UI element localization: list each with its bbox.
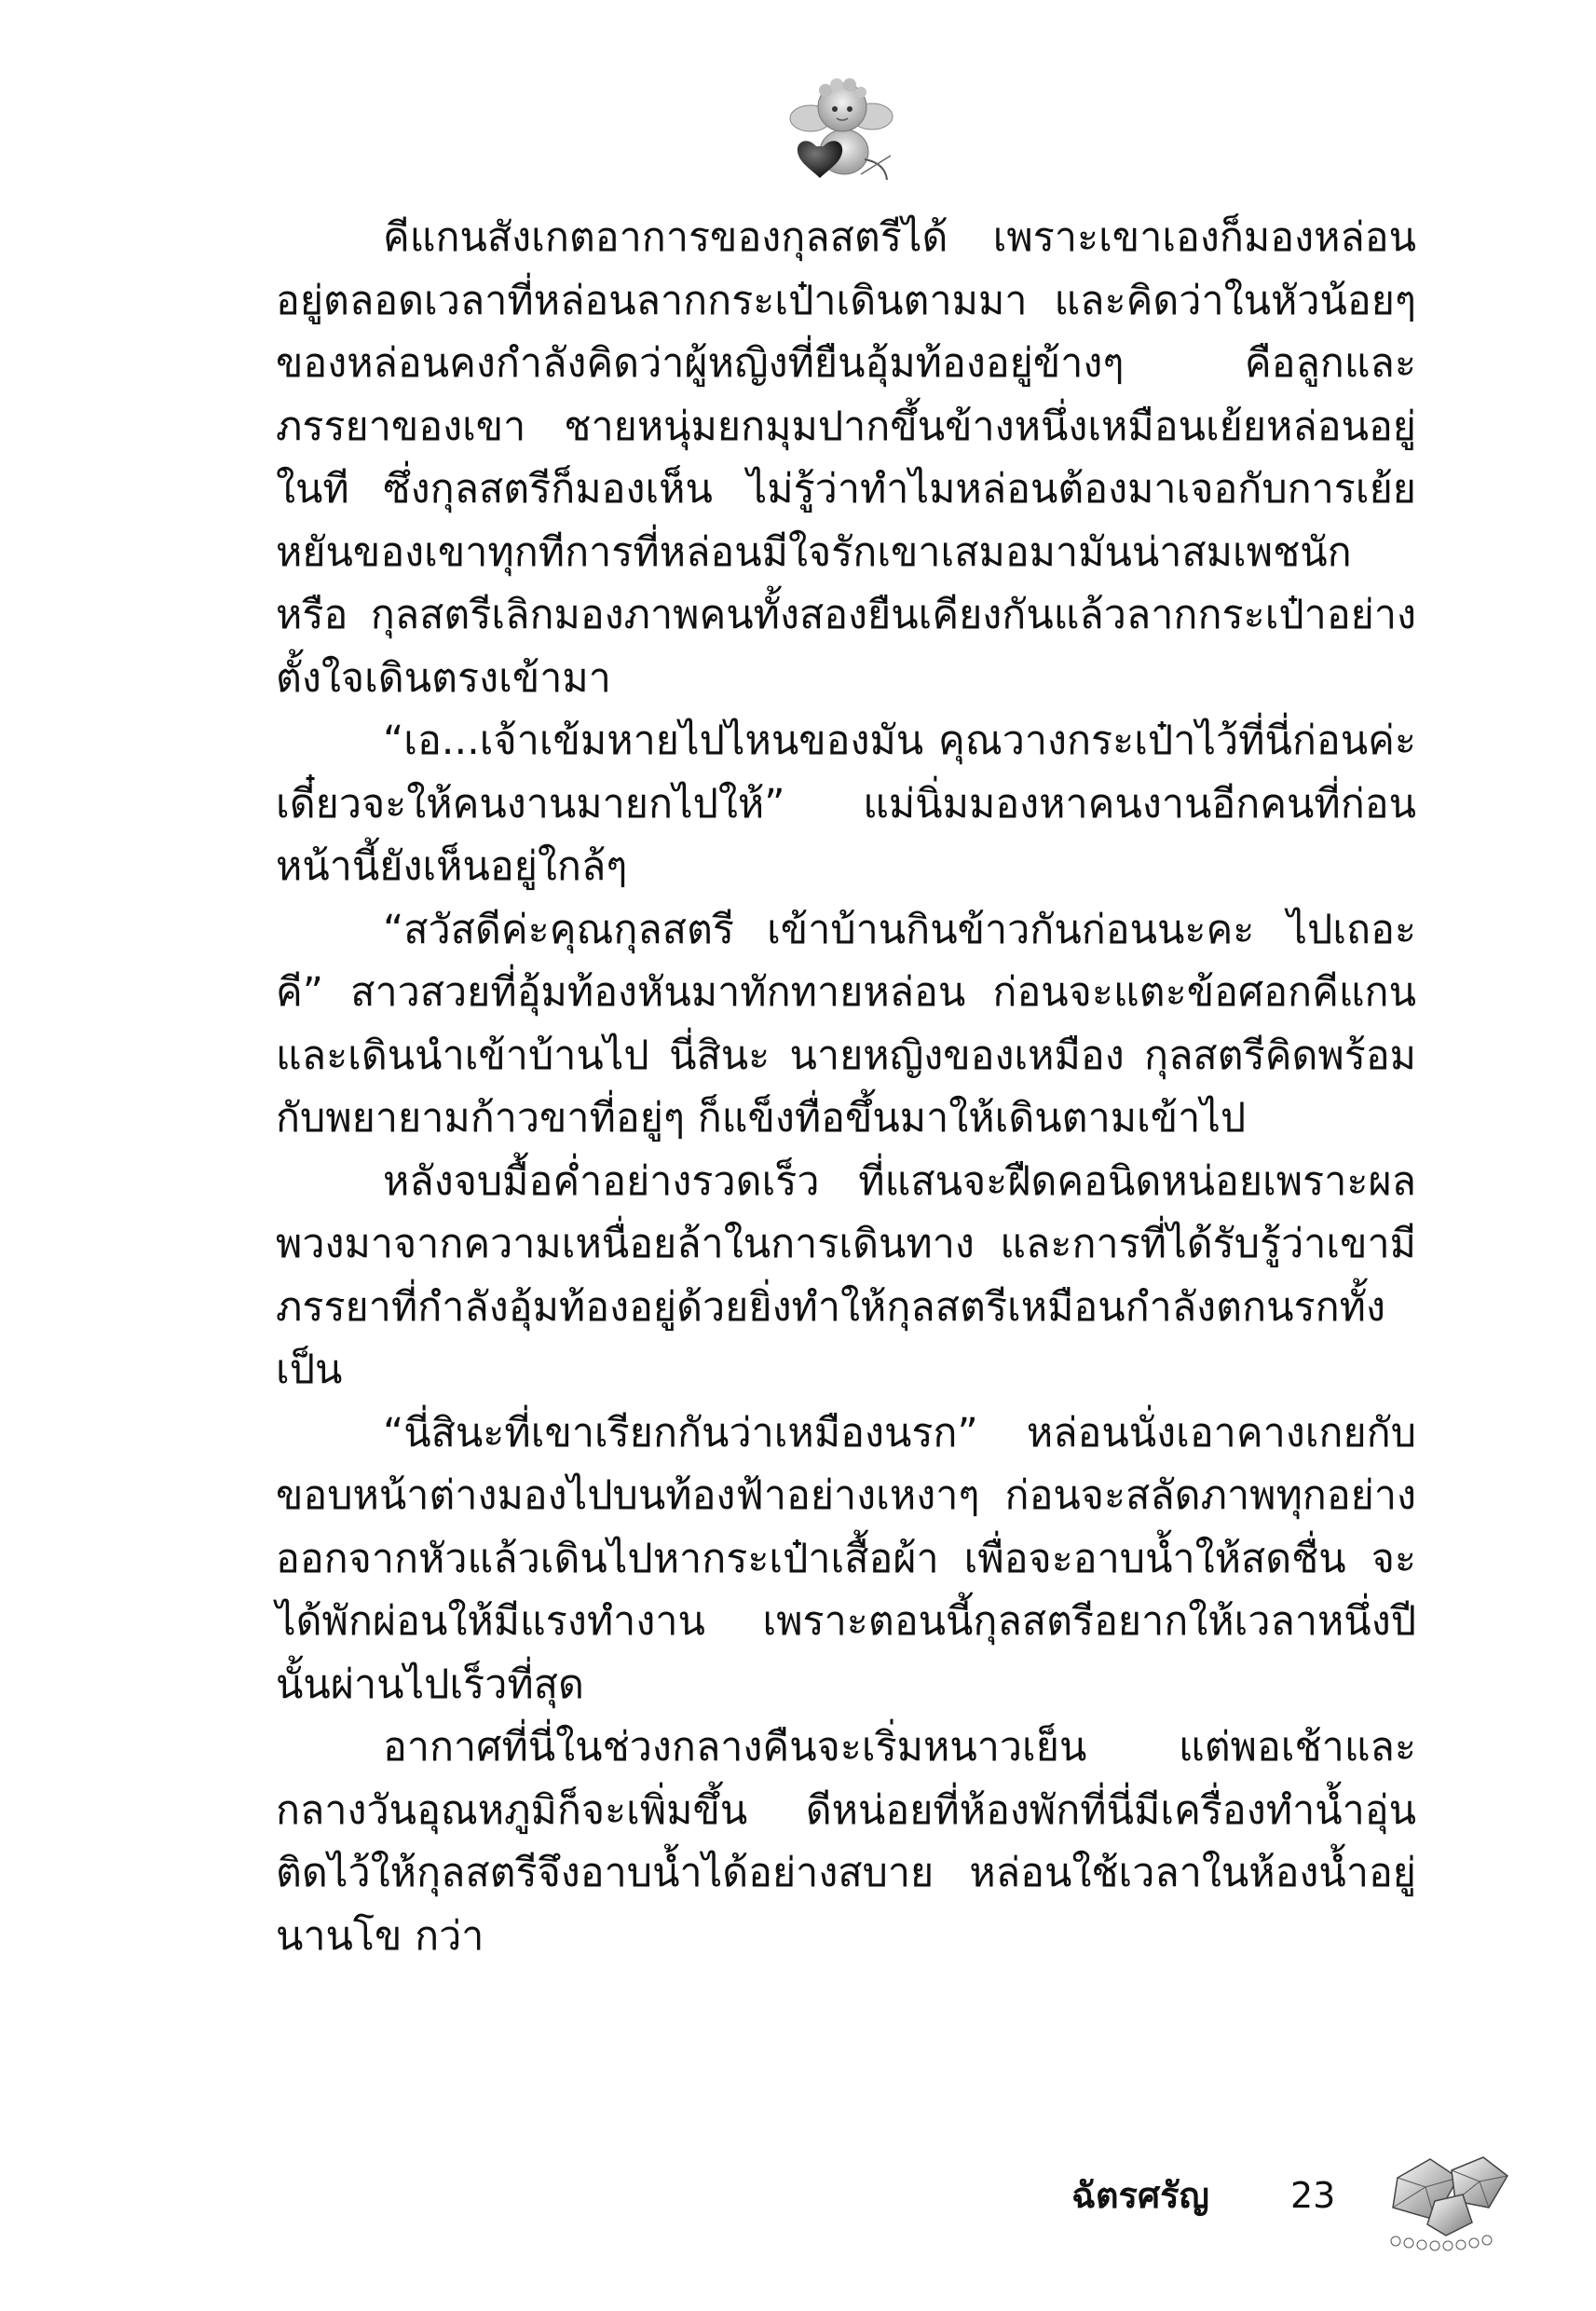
diamond-gems-icon bbox=[1379, 2150, 1519, 2262]
author-name: ฉัตรศรัญ bbox=[1071, 2175, 1209, 2216]
paragraph: อากาศที่นี่ในช่วงกลางคืนจะเริ่มหนาวเย็น แต่พอเช้าและกลางวันอุณหภูมิก็จะเพิ่มขึ้น ดีหน่อยที่ห้องพักที่นี่มีเครื่องทำน้ำอุ่นติดไว้ให้กุลสตรีจึงอาบน้ำได้อย่างสบาย หล่อนใช้เวลาในห้องน้ำอยู่นานโข กว่า bbox=[276, 1724, 1416, 1960]
paragraph: “นี่สินะที่เขาเรียกกันว่าเหมืองนรก” หล่อนนั่งเอาคางเกยกับขอบหน้าต่างมองไปบนท้องฟ้าอย่างเหงาๆ ก่อนจะสลัดภาพทุกอย่างออกจากหัวแล้วเดินไปหากระเป๋าเสื้อผ้า เพื่อจะอาบน้ำให้สดชื่น จะได้พักผ่อนให้มีแรงทำงาน เพราะตอนนี้กุลสตรีอยากให้เวลาหนึ่งปีนั้นผ่านไปเร็วที่สุด bbox=[276, 1409, 1416, 1708]
paragraph: “เอ...เจ้าเข้มหายไปไหนของมัน คุณวางกระเป๋าไว้ที่นี่ก่อนค่ะเดี๋ยวจะให้คนงานมายกไปให้” แม่นิ่มมองหาคนงานอีกคนที่ก่อนหน้านี้ยังเห็นอยู่ใกล้ๆ bbox=[276, 718, 1416, 890]
paragraph: หลังจบมื้อค่ำอย่างรวดเร็ว ที่แสนจะฝืดคอนิดหน่อยเพราะผลพวงมาจากความเหนื่อยล้าในการเดินทาง และการที่ได้รับรู้ว่าเขามีภรรยาที่กำลังอุ้มท้องอยู่ด้วยยิ่งทำให้กุลสตรีเหมือนกำลังตกนรกทั้งเป็น bbox=[276, 1157, 1416, 1393]
cupid-holding-heart-icon bbox=[783, 70, 899, 186]
body-text bbox=[276, 207, 1416, 1968]
page-footer bbox=[1071, 2167, 1519, 2269]
paragraph: คีแกนสังเกตอาการของกุลสตรีได้ เพราะเขาเองก็มองหล่อนอยู่ตลอดเวลาที่หล่อนลากกระเป๋าเดินตามมา และคิดว่าในหัวน้อยๆ ของหล่อนคงกำลังคิดว่าผู้หญิงที่ยืนอุ้มท้องอยู่ข้างๆ คือลูกและภรรยาของเขา ชายหนุ่มยกมุมปากขึ้นข้างหนึ่งเหมือนเย้ยหล่อนอยู่ในที ซึ่งกุลสตรีก็มองเห็น ไม่รู้ว่าทำไมหล่อนต้องมาเจอกับการเย้ยหยันของเขาทุกทีการที่หล่อนมีใจรักเขาเสมอมามันน่าสมเพชนักหรือ กุลสตรีเลิกมองภาพคนทั้งสองยืนเคียงกันแล้วลากกระเป๋าอย่างตั้งใจเดินตรงเข้ามา bbox=[276, 214, 1416, 702]
page-number: 23 bbox=[1290, 2175, 1336, 2216]
paragraph: “สวัสดีค่ะคุณกุลสตรี เข้าบ้านกินข้าวกันก่อนนะคะ ไปเถอะคี” สาวสวยที่อุ้มท้องหันมาทักทายหล่อน ก่อนจะแตะข้อศอกคีแกนและเดินนำเข้าบ้านไป นี่สินะ นายหญิงของเหมือง กุลสตรีคิดพร้อมกับพยายามก้าวขาที่อยู่ๆ ก็แข็งทื่อขึ้นมาให้เดินตามเข้าไป bbox=[276, 906, 1416, 1142]
